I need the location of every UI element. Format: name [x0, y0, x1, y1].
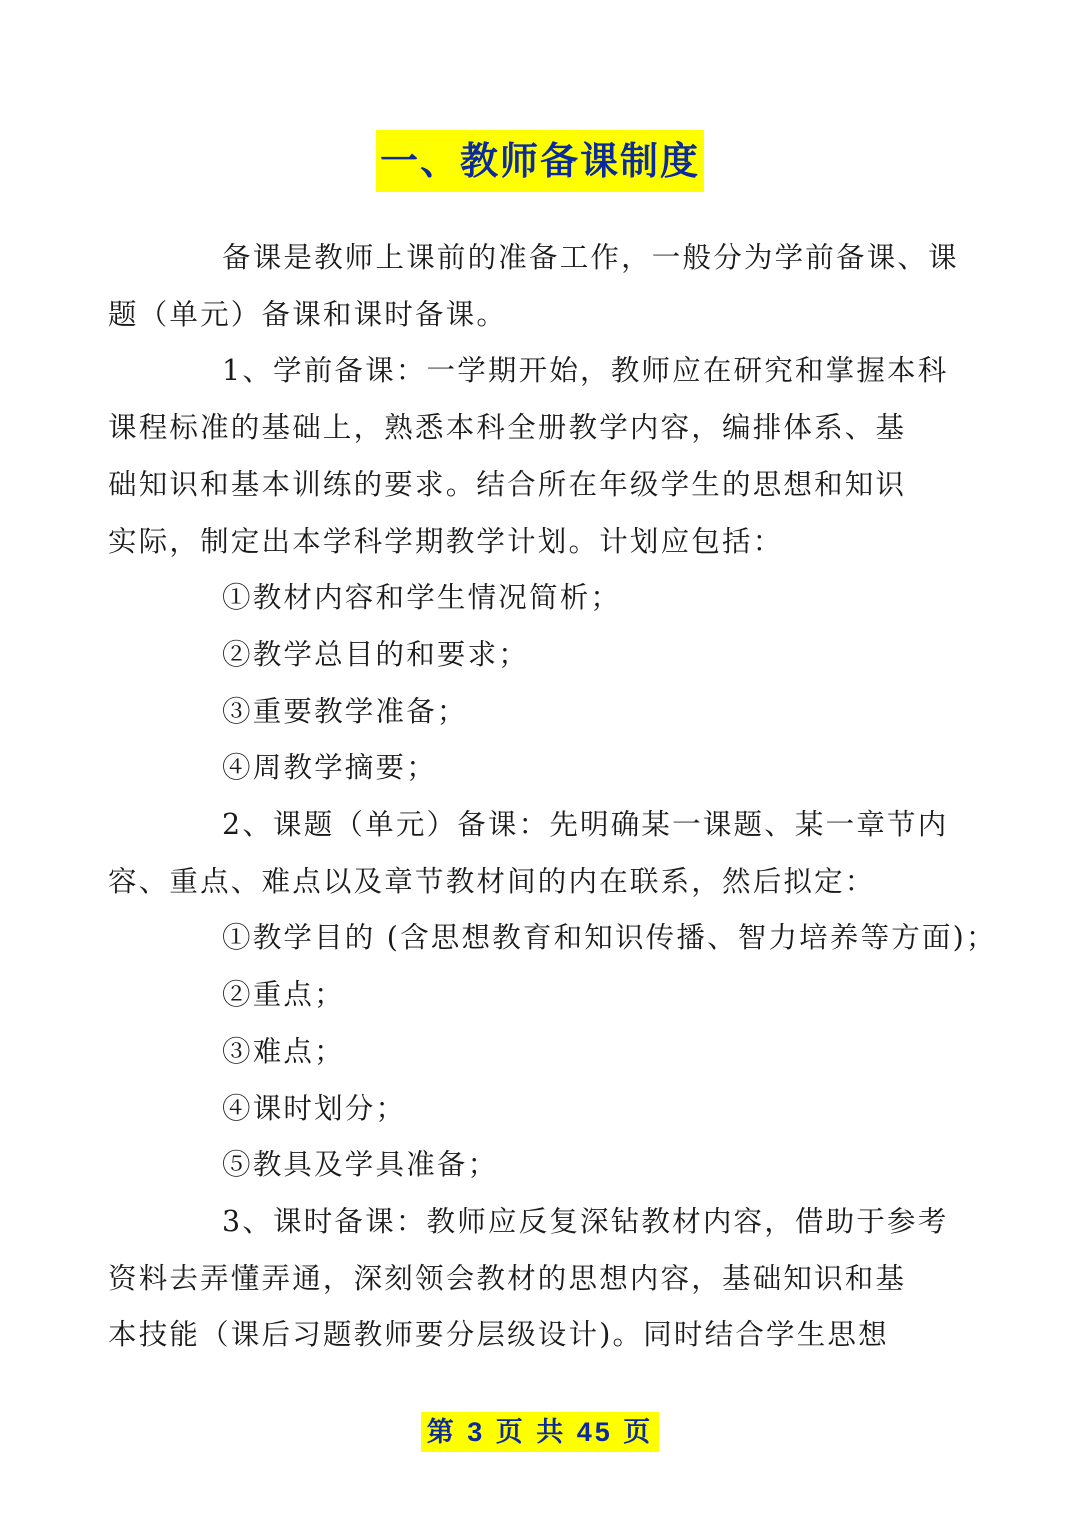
list-item: ①教材内容和学生情况简析； [222, 581, 622, 615]
text-line: 实际，制定出本学科学期教学计划。计划应包括： [108, 524, 784, 558]
text-line: 课程标准的基础上，熟悉本科全册教学内容，编排体系、基 [108, 411, 907, 445]
footer-container [0, 1412, 1080, 1452]
text-line: 本技能（课后习题教师要分层级设计)。同时结合学生思想 [108, 1318, 889, 1352]
list-item: ④周教学摘要； [222, 751, 437, 785]
text-line: 题（单元）备课和课时备课。 [108, 297, 508, 331]
section-3-paragraph [108, 1194, 949, 1364]
section-2-paragraph [108, 797, 949, 910]
title-container [0, 130, 1080, 192]
section-1-paragraph [108, 343, 949, 570]
text-line: 1、学前备课：一学期开始，教师应在研究和掌握本科 [222, 354, 949, 388]
list-item: ②重点； [222, 978, 345, 1012]
list-item: ⑤教具及学具准备； [222, 1148, 499, 1182]
list-item: ④课时划分； [222, 1091, 407, 1125]
list-item: ①教学目的 (含思想教育和知识传播、智力培养等方面)； [222, 921, 997, 955]
list-item: ③难点； [222, 1034, 345, 1068]
text-line: 3、课时备课：教师应反复深钻教材内容，借助于参考 [222, 1204, 949, 1238]
text-line: 础知识和基本训练的要求。结合所在年级学生的思想和知识 [108, 467, 907, 501]
list-item: ③重要教学准备； [222, 694, 468, 728]
text-line: 容、重点、难点以及章节教材间的内在联系，然后拟定： [108, 864, 876, 898]
text-line: 资料去弄懂弄通，深刻领会教材的思想内容，基础知识和基 [108, 1261, 907, 1295]
text-line: 2、课题（单元）备课：先明确某一课题、某一章节内 [222, 808, 949, 842]
intro-paragraph [108, 230, 959, 343]
text-line: 备课是教师上课前的准备工作，一般分为学前备课、课 [222, 241, 959, 274]
list-item: ②教学总目的和要求； [222, 637, 530, 671]
page-title: 一、教师备课制度 [376, 130, 704, 192]
page-number: 第 3 页 共 45 页 [421, 1412, 660, 1452]
document-body [108, 230, 997, 1364]
